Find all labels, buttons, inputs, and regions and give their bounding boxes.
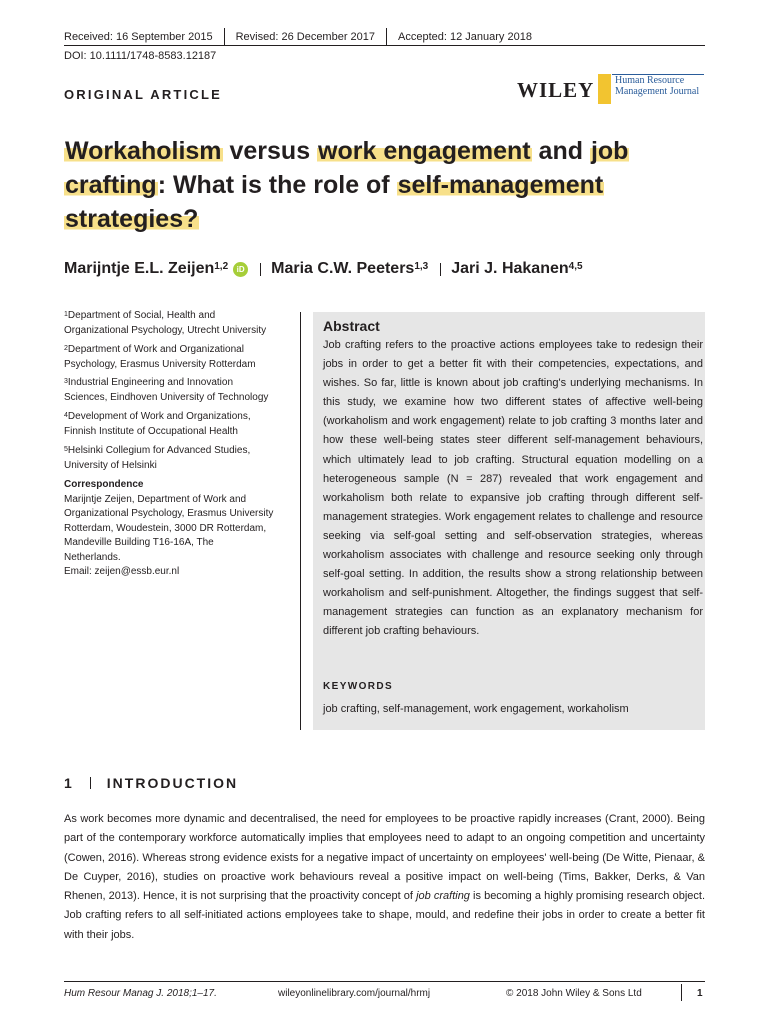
body-text: As work becomes more dynamic and decentralised, the need for employees to be proactive rapidly increases (Crant, 2000). Being part of the contemporary workforce automatically implies that employees need to adapt to an ongoing competition and uncertainty (Cowen, 2016). Whereas strong evidence exists for a negative impact of uncertainty on employees' well-being (De Witte, Pienaar, & De Cuyper, 2016), studies on proactive work behaviours reveal a positive impact on well-being (Tims, Bakker, Derks, & Van Rhenen, 2013). Hence, it is not surprising that the proactivity concept of — [64, 813, 705, 903]
abstract-heading: Abstract — [323, 318, 380, 334]
author-divider — [440, 263, 441, 276]
author-affiliation-ref: 1,2 — [214, 260, 229, 272]
journal-logo-line1: Human Resource — [615, 75, 685, 86]
affiliation-number: 2 — [64, 345, 68, 352]
doi-link[interactable]: DOI: 10.1111/1748-8583.12187 — [64, 50, 217, 62]
affiliation-text: Organizational Psychology, Utrecht University — [64, 324, 267, 336]
affiliation-text: Finnish Institute of Occupational Health — [64, 425, 238, 437]
correspondence-email[interactable]: Email: zeijen@essb.eur.nl — [64, 566, 180, 577]
revised-date: Revised: 26 December 2017 — [235, 30, 376, 43]
title-text: : What is the role of — [157, 171, 397, 199]
affiliation-text: Department of Work and Organizational — [67, 344, 244, 355]
correspondence-line: Organizational Psychology, Erasmus University — [64, 508, 274, 519]
keywords-heading: KEYWORDS — [323, 681, 394, 692]
affiliation-number: 5 — [64, 446, 68, 453]
author-affiliation-ref: 4,5 — [568, 260, 583, 272]
publisher-logo: WILEY — [517, 78, 595, 102]
title-highlight: work engagement — [318, 137, 531, 165]
orcid-icon[interactable]: iD — [233, 262, 248, 277]
author-name[interactable]: Jari J. Hakanen — [451, 260, 569, 277]
author-name[interactable]: Marijntje E.L. Zeijen — [64, 260, 215, 277]
affiliation-number: 3 — [64, 378, 68, 385]
affiliation-number: 4 — [64, 412, 68, 419]
author-name[interactable]: Maria C.W. Peeters — [271, 260, 415, 277]
footer-copyright: © 2018 John Wiley & Sons Ltd — [506, 988, 642, 999]
affiliation-text: Sciences, Eindhoven University of Technology — [64, 391, 269, 403]
author-divider — [260, 263, 261, 276]
title-highlight: self-management — [397, 171, 604, 199]
correspondence-line: Netherlands. — [64, 551, 121, 563]
affiliation-text: Helsinki Collegium for Advanced Studies, — [67, 445, 251, 456]
affiliation-text: Development of Work and Organizations, — [67, 411, 251, 422]
section-title: INTRODUCTION — [106, 775, 239, 791]
body-text: is becoming a highly promising research object. Job crafting refers to all self-initiated actions employees take to shape, mould, and redefine their jobs in order to create a better fit with their jobs. — [64, 890, 706, 941]
section-number: 1 — [64, 775, 74, 791]
affiliation-text: Department of Social, Health and — [67, 310, 216, 321]
affiliation-text: Industrial Engineering and Innovation — [67, 377, 234, 388]
section-heading — [64, 775, 238, 791]
correspondence-heading: Correspondence — [64, 479, 144, 490]
column-divider — [300, 312, 301, 730]
divider — [224, 28, 225, 45]
affiliation-text: Psychology, Erasmus University Rotterdam — [64, 358, 256, 370]
keywords-text: job crafting, self-management, work engagement, workaholism — [323, 703, 629, 715]
affiliation — [64, 343, 294, 372]
section-divider — [90, 777, 91, 789]
journal-logo — [598, 74, 704, 104]
title-text: versus — [222, 137, 318, 165]
footer-citation: Hum Resour Manag J. 2018;1–17. — [64, 988, 217, 999]
title-highlight: strategies? — [65, 205, 199, 233]
article-type: ORIGINAL ARTICLE — [64, 87, 222, 102]
title-highlight: job — [590, 137, 629, 165]
header-rule — [64, 45, 705, 46]
body-paragraph — [64, 810, 705, 945]
affiliation — [64, 444, 294, 473]
correspondence-line: Mandeville Building T16-16A, The — [64, 537, 214, 548]
abstract-box — [313, 312, 705, 730]
author-affiliation-ref: 1,3 — [414, 260, 429, 272]
title-highlight: crafting — [65, 171, 157, 199]
affiliation — [64, 376, 294, 405]
paper-title — [64, 134, 704, 236]
footer-rule — [64, 981, 705, 982]
affiliation-number: 1 — [64, 311, 68, 318]
footer-divider — [681, 984, 682, 1001]
received-date: Received: 16 September 2015 — [64, 30, 213, 43]
correspondence — [64, 478, 294, 580]
footer-url[interactable]: wileyonlinelibrary.com/journal/hrmj — [278, 988, 431, 999]
body-emphasis: job crafting — [416, 890, 470, 903]
affiliation-text: University of Helsinki — [64, 459, 157, 471]
abstract-text: Job crafting refers to the proactive actions employees take to redesign their jobs in order to get a better fit with their competencies, expectations, and wishes. So far, little is known about job crafting's underlying mechanisms. In this study, we examine how two different states of affective well-being (workaholism and work engagement) relate to job crafting 3 months later and how these well-being states steer different self-management behaviours, which ultimately lead to job crafting. Structural equation modelling on a heterogeneous sample (N = 287) revealed that work engagement and workaholism both relate to expansive job crafting through different self-management strategies. Work engagement relates to challenge and resource seeking via self-goal setting and self-observation strategies, whereas workaholism associates with challenge and resource seeking only through self-goal setting. In addition, the results show a strong relationship between workaholism and self-punishment. Altogether, the findings suggest that self-management strategies can function as an explanatory mechanism for different job crafting behaviours. — [323, 339, 703, 638]
correspondence-line: Rotterdam, Woudestein, 3000 DR Rotterdam, — [64, 522, 267, 534]
title-highlight: Workaholism — [65, 137, 222, 165]
page-number: 1 — [697, 988, 703, 999]
article-dates — [64, 28, 532, 45]
title-text: and — [531, 137, 590, 165]
author-list — [64, 260, 583, 278]
affiliation — [64, 410, 294, 439]
journal-logo-line2: Management Journal — [615, 85, 700, 97]
divider — [386, 28, 387, 45]
journal-logo-bar — [598, 74, 611, 104]
correspondence-line: Marijntje Zeijen, Department of Work and — [64, 493, 247, 505]
accepted-date: Accepted: 12 January 2018 — [398, 30, 532, 43]
affiliation — [64, 309, 294, 338]
journal-logo-text — [615, 76, 699, 97]
